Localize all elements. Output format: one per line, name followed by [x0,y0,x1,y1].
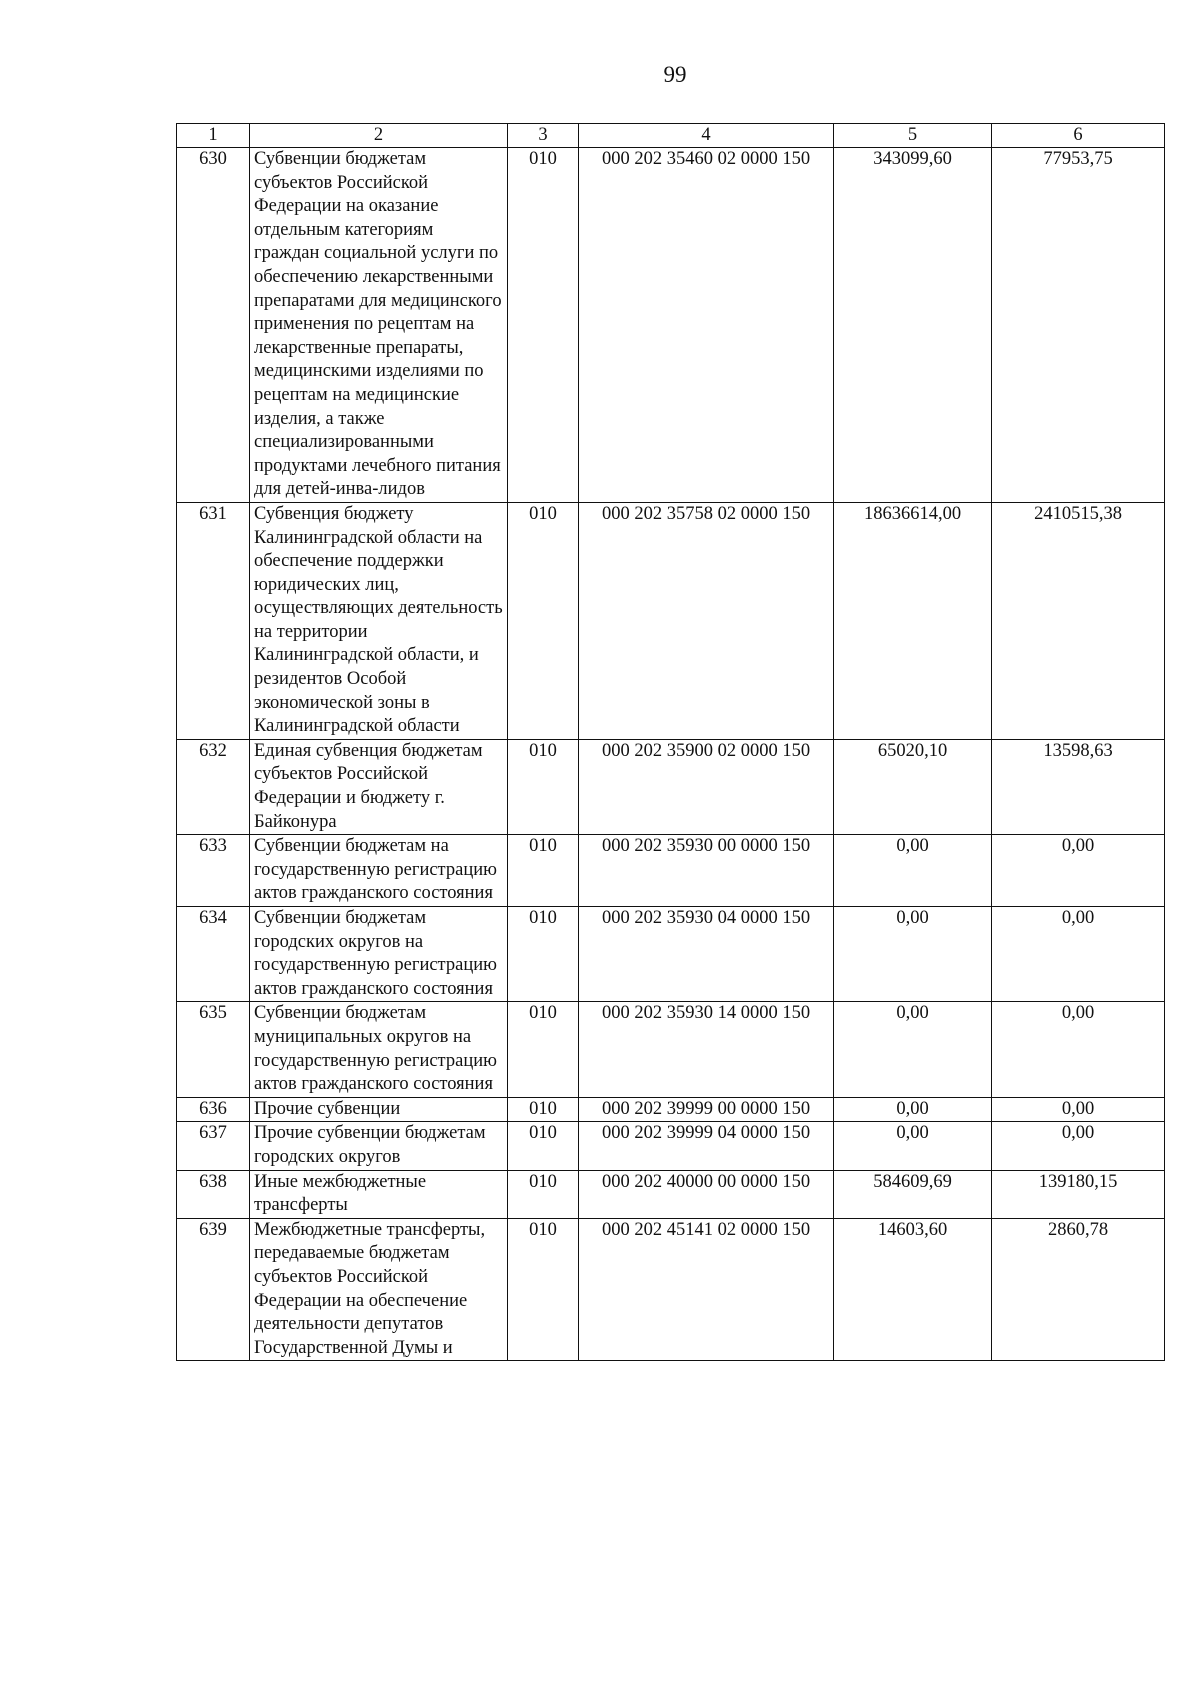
row-budget-code: 000 202 39999 04 0000 150 [579,1122,834,1170]
row-name: Единая субвенция бюджетам субъектов Российской Федерации и бюджету г. Байконура [250,739,508,834]
row-value-6: 0,00 [992,1097,1165,1122]
row-value-6: 2860,78 [992,1218,1165,1361]
row-value-6: 0,00 [992,907,1165,1002]
row-name: Прочие субвенции [250,1097,508,1122]
row-admin-code: 010 [508,148,579,503]
row-value-5: 0,00 [834,907,992,1002]
table-row [177,739,1165,834]
row-value-6: 77953,75 [992,148,1165,503]
row-value-5: 18636614,00 [834,502,992,739]
row-value-5: 0,00 [834,835,992,907]
row-value-5: 14603,60 [834,1218,992,1361]
header-col-4: 4 [579,124,834,148]
header-col-3: 3 [508,124,579,148]
row-name: Прочие субвенции бюджетам городских округов [250,1122,508,1170]
row-admin-code: 010 [508,1218,579,1361]
row-budget-code: 000 202 35930 04 0000 150 [579,907,834,1002]
row-budget-code: 000 202 40000 00 0000 150 [579,1170,834,1218]
row-value-6: 139180,15 [992,1170,1165,1218]
row-value-6: 0,00 [992,1122,1165,1170]
table-row [177,1170,1165,1218]
row-number: 633 [177,835,250,907]
row-name: Субвенции бюджетам муниципальных округов на государственную регистрацию актов гражданского состояния [250,1002,508,1097]
row-budget-code: 000 202 45141 02 0000 150 [579,1218,834,1361]
row-value-6: 13598,63 [992,739,1165,834]
table-row [177,1218,1165,1361]
row-number: 632 [177,739,250,834]
row-admin-code: 010 [508,1097,579,1122]
row-number: 630 [177,148,250,503]
row-number: 638 [177,1170,250,1218]
row-number: 631 [177,502,250,739]
row-value-6: 0,00 [992,835,1165,907]
row-budget-code: 000 202 35930 14 0000 150 [579,1002,834,1097]
row-admin-code: 010 [508,1122,579,1170]
header-col-6: 6 [992,124,1165,148]
row-number: 634 [177,907,250,1002]
row-value-5: 343099,60 [834,148,992,503]
header-col-1: 1 [177,124,250,148]
row-name: Субвенции бюджетам на государственную регистрацию актов гражданского состояния [250,835,508,907]
row-number: 635 [177,1002,250,1097]
row-admin-code: 010 [508,739,579,834]
row-admin-code: 010 [508,835,579,907]
table-row [177,1002,1165,1097]
row-value-5: 0,00 [834,1122,992,1170]
page-number: 99 [663,62,687,87]
row-budget-code: 000 202 39999 00 0000 150 [579,1097,834,1122]
row-budget-code: 000 202 35460 02 0000 150 [579,148,834,503]
table-row [177,1122,1165,1170]
row-number: 637 [177,1122,250,1170]
header-col-5: 5 [834,124,992,148]
table-row [177,502,1165,739]
table-row [177,148,1165,503]
table-row [177,907,1165,1002]
row-name: Субвенции бюджетам городских округов на государственную регистрацию актов гражданского состояния [250,907,508,1002]
row-budget-code: 000 202 35900 02 0000 150 [579,739,834,834]
row-name: Субвенция бюджету Калининградской области на обеспечение поддержки юридических лиц, осуществляющих деятельность на территории Калининградской области, и резидентов Особой экономической зоны в Калининградской области [250,502,508,739]
row-name: Иные межбюджетные трансферты [250,1170,508,1218]
row-admin-code: 010 [508,1170,579,1218]
row-budget-code: 000 202 35930 00 0000 150 [579,835,834,907]
row-number: 636 [177,1097,250,1122]
table-row [177,835,1165,907]
row-value-5: 584609,69 [834,1170,992,1218]
row-value-6: 2410515,38 [992,502,1165,739]
row-admin-code: 010 [508,907,579,1002]
row-value-5: 65020,10 [834,739,992,834]
row-budget-code: 000 202 35758 02 0000 150 [579,502,834,739]
row-name: Субвенции бюджетам субъектов Российской Федерации на оказание отдельным категориям граждан социальной услуги по обеспечению лекарственными препаратами для медицинского применения по рецептам на лекарственные препараты, медицинскими изделиями по рецептам на медицинские изделия, а также специализированными продуктами лечебного питания для детей-инва-лидов [250,148,508,503]
row-name: Межбюджетные трансферты, передаваемые бюджетам субъектов Российской Федерации на обеспечение деятельности депутатов Государственной Думы и [250,1218,508,1361]
row-number: 639 [177,1218,250,1361]
row-value-6: 0,00 [992,1002,1165,1097]
table-row [177,1097,1165,1122]
budget-table [176,123,1165,1361]
row-value-5: 0,00 [834,1002,992,1097]
table-header-row [177,124,1165,148]
header-col-2: 2 [250,124,508,148]
row-admin-code: 010 [508,1002,579,1097]
row-admin-code: 010 [508,502,579,739]
row-value-5: 0,00 [834,1097,992,1122]
